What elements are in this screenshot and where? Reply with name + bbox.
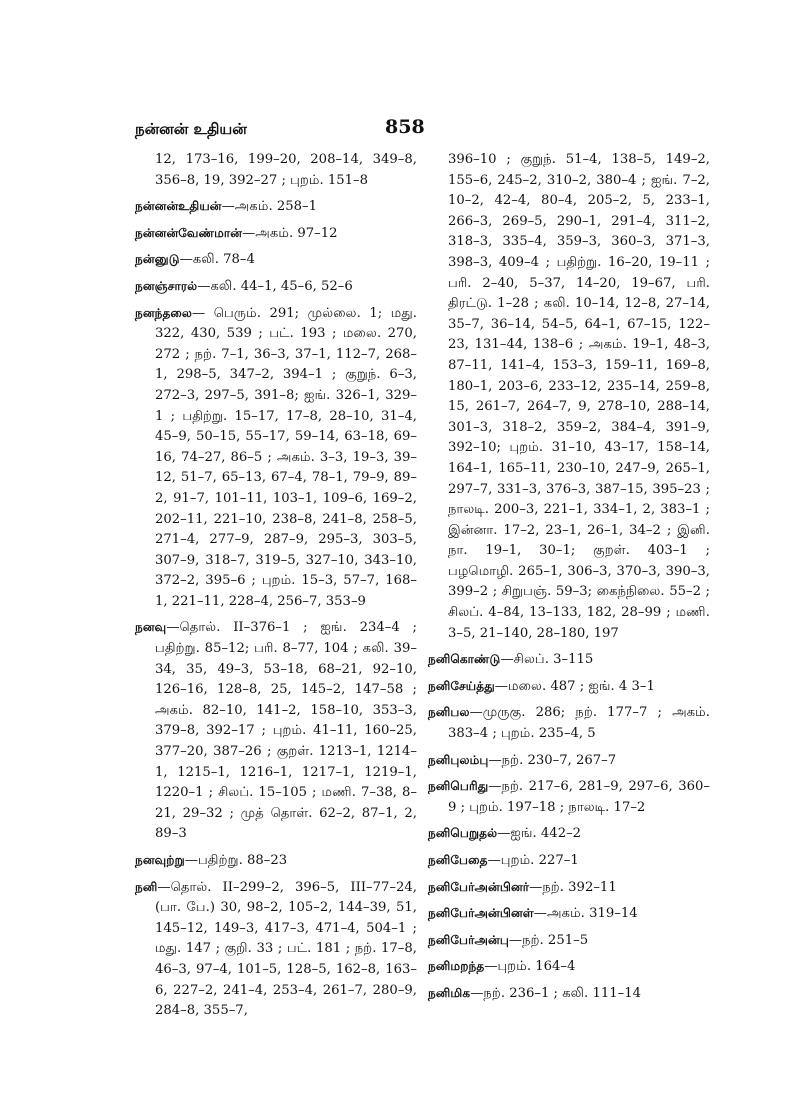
index-entry bbox=[428, 823, 710, 845]
entry-headword: நனிபேர்அன்பு bbox=[428, 932, 509, 947]
index-entry bbox=[428, 150, 710, 644]
left-column bbox=[135, 150, 417, 1027]
entry-headword: நனிமிக bbox=[428, 985, 471, 1000]
entry-headword: நனிபேர்அன்பினள் bbox=[428, 906, 534, 921]
index-entry bbox=[428, 702, 710, 744]
index-entry bbox=[135, 877, 417, 1022]
index-entry bbox=[135, 249, 417, 271]
entry-refs: —ஐங். 442–2 bbox=[497, 826, 582, 842]
index-entry bbox=[135, 196, 417, 218]
index-entry bbox=[135, 850, 417, 872]
entry-refs: —கலி. 78–4 bbox=[179, 252, 255, 268]
index-entry bbox=[135, 276, 417, 298]
entry-headword: நன்னன்வேண்மான் bbox=[135, 225, 243, 240]
entry-refs: —நற். 217–6, 281–9, 297–6, 360–9 ; புறம். 197–18 ; நாலடி. 17–2 bbox=[448, 779, 710, 815]
entry-headword: நனிபெரிது bbox=[428, 779, 489, 794]
index-entry bbox=[428, 676, 710, 698]
entry-refs: —அகம். 97–12 bbox=[242, 225, 338, 241]
entry-headword: நன்னன்உதியன் bbox=[135, 199, 222, 214]
right-column bbox=[428, 150, 710, 1010]
entry-refs: —மலை. 487 ; ஐங். 4 3–1 bbox=[494, 678, 655, 694]
entry-headword: நனிபுலம்பு bbox=[428, 752, 489, 767]
entry-refs: —புறம். 164–4 bbox=[484, 959, 576, 975]
entry-refs: —புறம். 227–1 bbox=[487, 853, 579, 868]
entry-refs: —சிலப். 3–115 bbox=[500, 652, 594, 668]
entry-headword: நனிசேய்த்து bbox=[428, 678, 495, 693]
entry-refs: 396–10 ; குறுந். 51–4, 138–5, 149–2, 155–6, 245–2, 310–2, 380–4 ; ஐங். 7–2, 10–2, 42–4, 80–4, 205–2, 5, 233–1, 266–3, 269–5, 290–1, 291–4, 311–2, 318–3, 335–4, 359–3, 360–3, 371–3, 398–3, 409–4 ; பதிற்று. 16–20, 19–11 ; பரி. 2–40, 5–37, 14–20, 19–67, பரி. திரட்டு. 1–28 ; கலி. 10–14, 12–8, 27–14, 35–7, 36–14, 54–5, 64–1, 67–15, 122–23, 131–44, 138–6 ; அகம். 19–1, 48–3, 87–11, 141–4, 153–3, 159–11, 169–8, 180–1, 203–6, 233–12, 235–14, 259–8, 15, 261–7, 264–7, 9, 278–10, 288–14, 301–3, 318–2, 359–2, 384–4, 391–9, 392–10; புறம். 31–10, 43–17, 158–14, 164–1, 165–11, 230–10, 247–9, 265–1, 297–7, 331–3, 376–3, 387–15, 395–23 ; நாலடி. 200–3, 221–1, 334–1, 2, 383–1 ; இன்னா. 17–2, 23–1, 26–1, 34–2 ; இனி. நா. 19–1, 30–1; குறள். 403–1 ; பழமொழி. 265–1, 306–3, 370–3, 390–3, 399–2 ; சிறுபஞ். 59–3; கைந்நிலை. 55–2 ; சிலப். 4–84, 13–133, 182, 28–99 ; மணி. 3–5, 21–140, 28–180, 197 bbox=[448, 152, 710, 641]
entry-refs: —முருகு. 286; நற். 177–7 ; அகம். 383–4 ; புறம். 235–4, 5 bbox=[448, 705, 710, 742]
entry-refs: —நற். 230–7, 267–7 bbox=[488, 752, 617, 768]
entry-headword: நனிபேர்அன்பினர் bbox=[428, 879, 530, 894]
entry-refs: —நற். 236–1 ; கலி. 111–14 bbox=[470, 985, 641, 1001]
entry-refs: —அகம். 258–1 bbox=[221, 199, 318, 215]
entry-refs: —தொல். II–376–1 ; ஐங். 234–4 ; பதிற்று. 85–12; பரி. 8–77, 104 ; கலி. 39–34, 35, 49–3, 53–18, 68–21, 92–10, 126–16, 128–8, 25, 145–2, 147–58 ; அகம். 82–10, 141–2, 158–10, 353–3, 379–8, 392–17 ; புறம். 41–11, 160–25, 377–20, 387–26 ; குறள். 1213–1, 1214–1, 1215–1, 1216–1, 1217–1, 1219–1, 1220–1 ; சிலப். 15–105 ; மணி. 7–38, 8–21, 29–32 ; முத் தொள். 62–2, 87–1, 2, 89–3 bbox=[155, 620, 417, 842]
index-entry bbox=[428, 903, 710, 925]
entry-headword: நனி bbox=[135, 879, 158, 894]
index-entry bbox=[135, 150, 417, 191]
entry-headword: நனவுற்று bbox=[135, 853, 185, 867]
entry-headword: நனிபெறுதல் bbox=[428, 826, 498, 841]
entry-headword: நன்னுடு bbox=[135, 252, 180, 267]
entry-headword: நனிமறந்த bbox=[428, 959, 485, 974]
entry-headword: நனிபேதை bbox=[428, 853, 488, 867]
entry-headword: நனிபல bbox=[428, 705, 470, 720]
index-entry bbox=[428, 877, 710, 899]
entry-headword: நனிகொண்டு bbox=[428, 652, 501, 667]
index-entry bbox=[428, 983, 710, 1005]
index-entry bbox=[135, 303, 417, 613]
index-entry bbox=[428, 649, 710, 671]
entry-refs: —தொல். II–299–2, 396–5, III–77–24, (பா. பே.) 30, 98–2, 105–2, 144–39, 51, 145–12, 149–3, 417–3, 471–4, 504–1 ; மது. 147 ; குறி. 33 ; பட். 181 ; நற். 17–8, 46–3, 97–4, 101–5, 128–5, 162–8, 163–6, 227–2, 241–4, 253–4, 261–7, 280–9, 284–8, 355–7, bbox=[155, 879, 417, 1019]
entry-refs: —நற். 392–11 bbox=[529, 879, 617, 895]
entry-headword: நனந்தலை bbox=[135, 305, 193, 320]
running-head: நன்னன் உதியன் bbox=[135, 120, 247, 138]
entry-refs: —நற். 251–5 bbox=[508, 932, 589, 948]
page-number: 858 bbox=[385, 116, 425, 138]
entry-refs: —கலி. 44–1, 45–6, 52–6 bbox=[197, 278, 353, 294]
index-entry bbox=[428, 956, 710, 978]
index-entry bbox=[428, 750, 710, 772]
index-entry bbox=[428, 930, 710, 952]
index-entry bbox=[428, 776, 710, 818]
entry-refs: 12, 173–16, 199–20, 208–14, 349–8, 356–8, 19, 392–27 ; புறம். 151–8 bbox=[155, 152, 417, 188]
entry-headword: நனஞ்சாரல் bbox=[135, 278, 198, 293]
entry-headword: நனவு bbox=[135, 620, 167, 635]
entry-refs: —பதிற்று. 88–23 bbox=[184, 853, 288, 868]
index-entry bbox=[428, 850, 710, 872]
entry-refs: — பெரும். 291; முல்லை. 1; மது. 322, 430, 539 ; பட். 193 ; மலை. 270, 272 ; நற். 7–1, 36–3, 37–1, 112–7, 268–1, 298–5, 347–2, 394–1 ; குறுந். 6–3, 272–3, 297–5, 391–8; ஐங். 326–1, 329–1 ; பதிற்று. 15–17, 17–8, 28–10, 31–4, 45–9, 50–15, 55–17, 59–14, 63–18, 69–16, 74–27, 86–5 ; அகம். 3–3, 19–3, 39–12, 51–7, 65–13, 67–4, 78–1, 79–9, 89–2, 91–7, 101–11, 103–1, 109–6, 169–2, 202–11, 221–10, 238–8, 241–8, 258–5, 271–4, 277–9, 287–9, 295–3, 303–5, 307–9, 318–7, 319–5, 327–10, 343–10, 372–2, 395–6 ; புறம். 15–3, 57–7, 168–1, 221–11, 228–4, 256–7, 353–9 bbox=[155, 305, 417, 609]
index-entry bbox=[135, 223, 417, 245]
index-entry bbox=[135, 617, 417, 845]
entry-refs: —அகம். 319–14 bbox=[533, 906, 638, 922]
